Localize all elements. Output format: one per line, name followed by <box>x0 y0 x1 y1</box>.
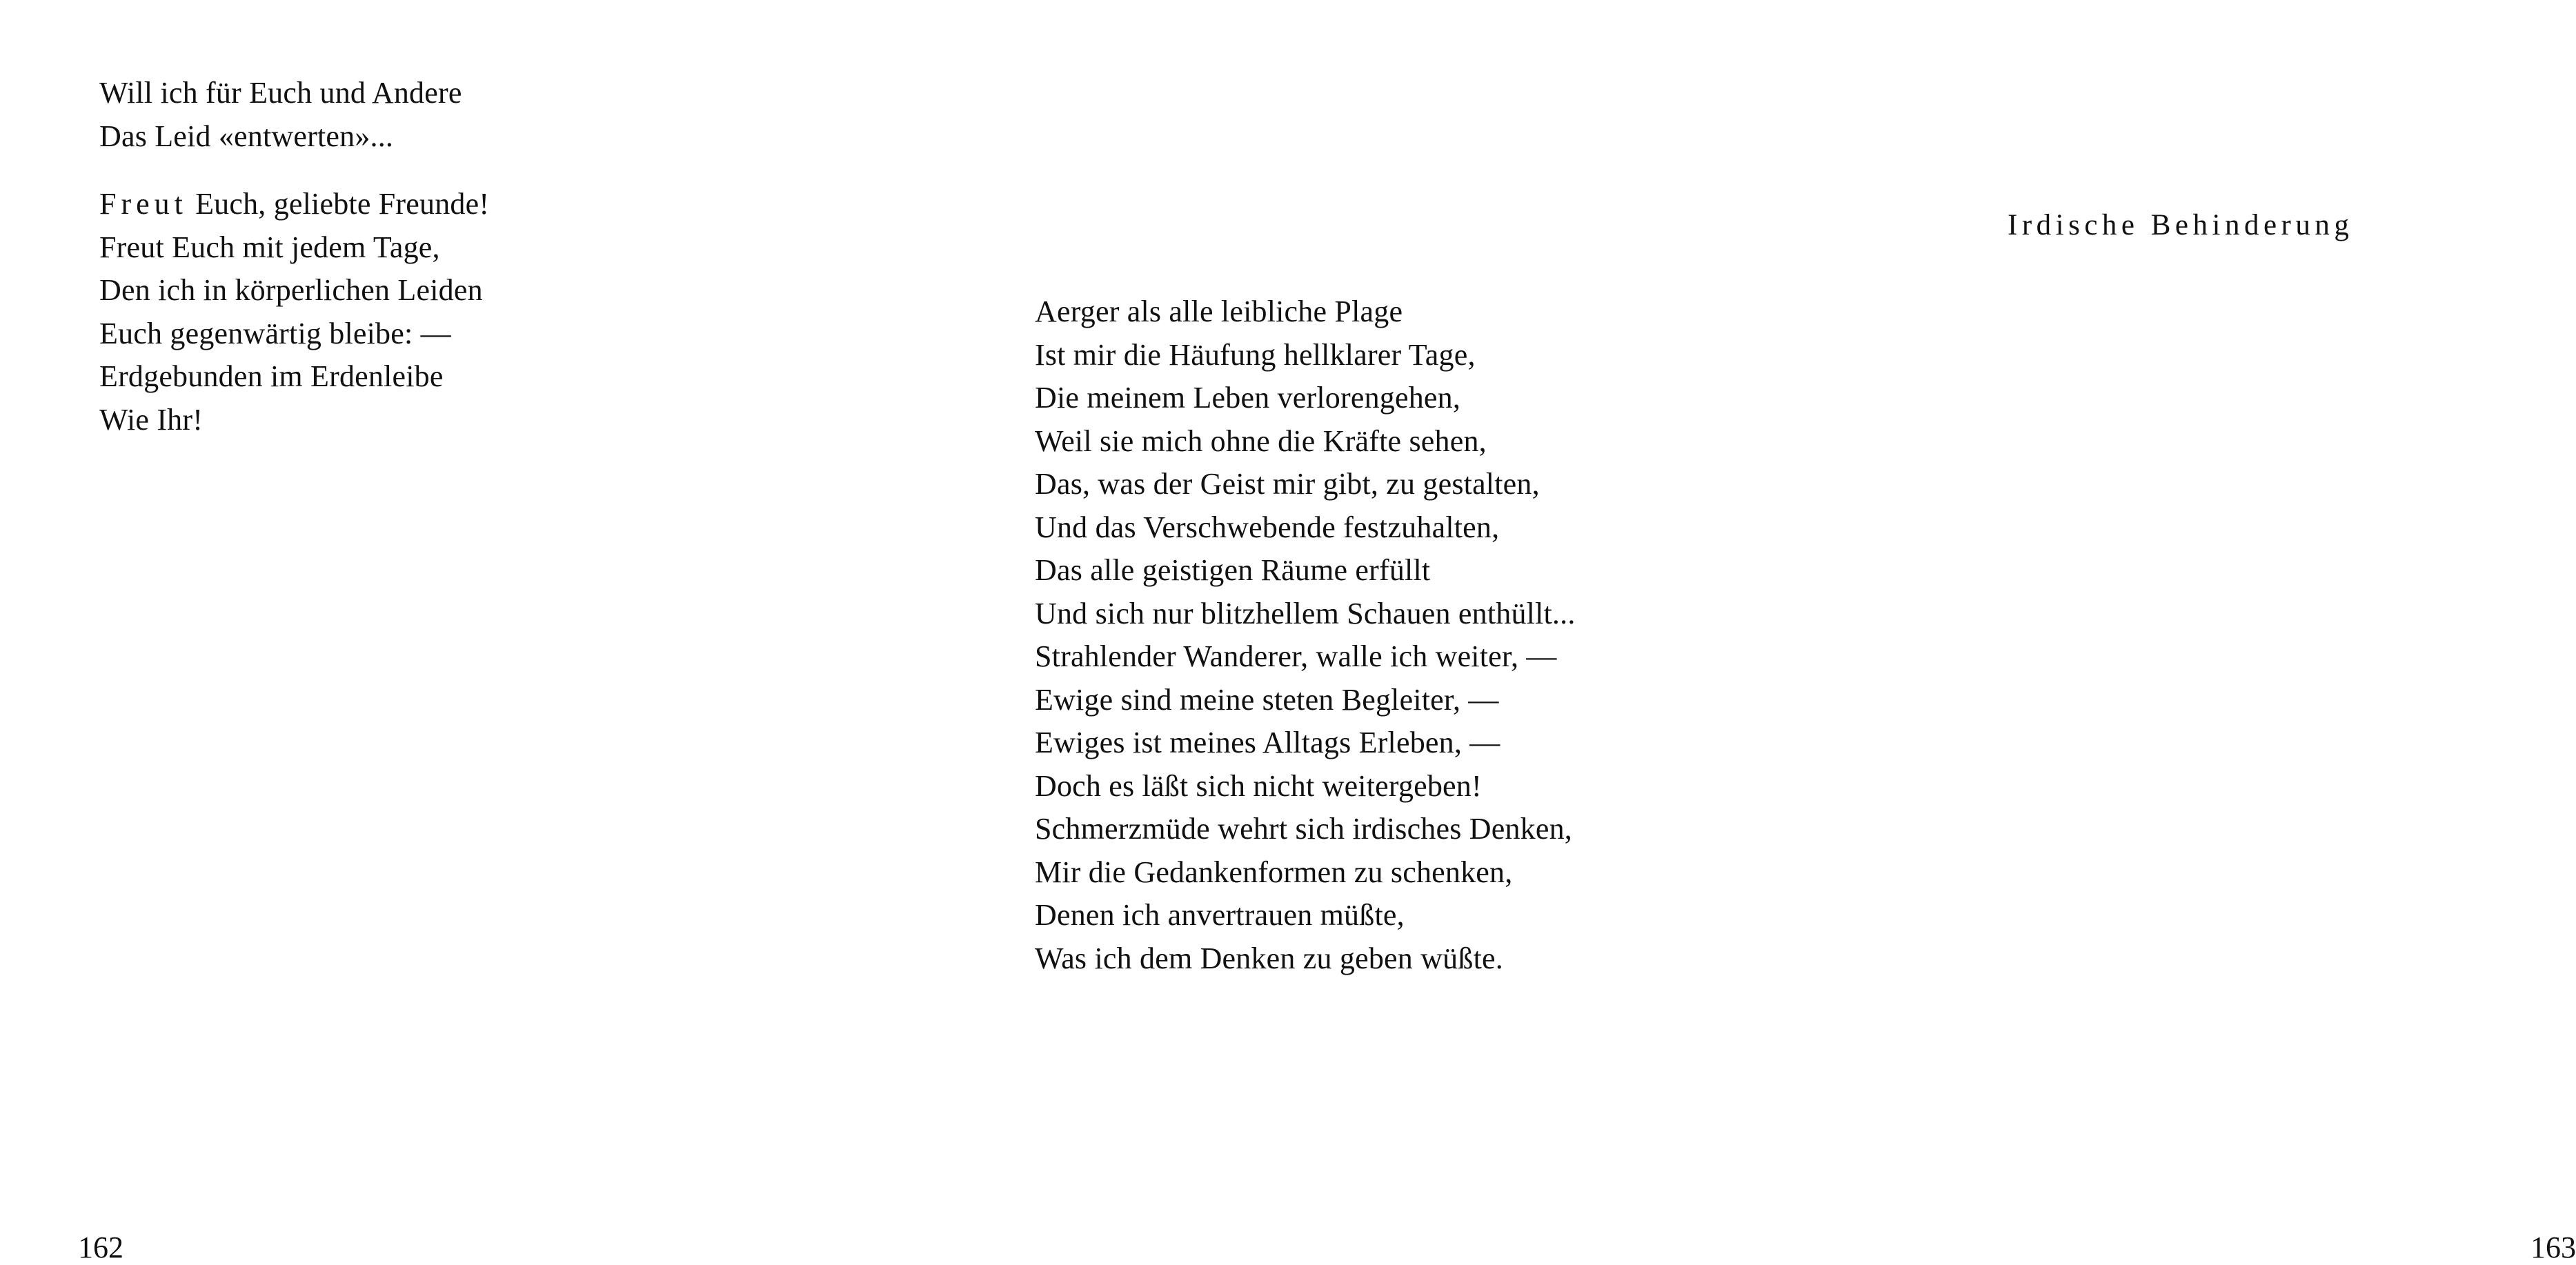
poem-line: Ist mir die Häufung hellklarer Tage, <box>1035 337 1476 372</box>
page-number-right: 163 <box>2530 1231 2576 1264</box>
poem-line: Erdgebunden im Erdenleibe <box>99 359 444 393</box>
poem-line: Schmerzmüde wehrt sich irdisches Denken, <box>1035 812 1572 846</box>
poem-line: Doch es läßt sich nicht weitergeben! <box>1035 768 1482 803</box>
poem-line: Mir die Gedankenformen zu schenken, <box>1035 855 1513 889</box>
poem-line: Ewiges ist meines Alltags Erleben, — <box>1035 726 1500 759</box>
poem-line: Die meinem Leben verlorengehen, <box>1035 381 1461 415</box>
page-number-left: 162 <box>78 1231 123 1264</box>
poem-line: Was ich dem Denken zu geben wüßte. <box>1035 941 1503 975</box>
poem-line: Und das Verschwebende festzuhalten, <box>1035 510 1500 544</box>
poem-line: Das Leid «entwerten»... <box>99 119 394 153</box>
poem-line: Ewige sind meine steten Begleiter, — <box>1035 682 1499 717</box>
poem-line-rest: Euch, geliebte Freunde! <box>187 187 490 221</box>
poem-line: Wie Ihr! <box>99 402 204 437</box>
poem-line: Freut Euch mit jedem Tage, <box>99 230 440 264</box>
poem-line: Den ich in körperlichen Leiden <box>99 273 483 307</box>
left-stanza-1 <box>99 72 462 158</box>
poem-line: Und sich nur blitzhellem Schauen enthüllt... <box>1035 596 1576 630</box>
poem-line: Euch gegenwärtig bleibe: — <box>99 316 451 350</box>
left-page <box>0 0 876 1264</box>
left-stanza-2 <box>99 183 489 441</box>
poem-line: Will ich für Euch und Andere <box>99 76 462 110</box>
poem-line: Strahlender Wanderer, walle ich weiter, — <box>1035 639 1557 673</box>
right-stanza <box>1035 290 1576 980</box>
poem-line: Weil sie mich ohne die Kräfte sehen, <box>1035 424 1487 458</box>
poem-line: Das, was der Geist mir gibt, zu gestalten, <box>1035 467 1540 501</box>
poem-line: Das alle geistigen Räume erfüllt <box>1035 553 1431 587</box>
poem-line: Aerger als alle leibliche Plage <box>1035 295 1403 328</box>
poem-line: Denen ich anvertrauen müßte, <box>1035 898 1405 932</box>
spaced-word: Freut <box>99 187 188 221</box>
poem-line-first <box>99 183 489 226</box>
poem-title: Irdische Behinderung <box>2008 209 2354 241</box>
